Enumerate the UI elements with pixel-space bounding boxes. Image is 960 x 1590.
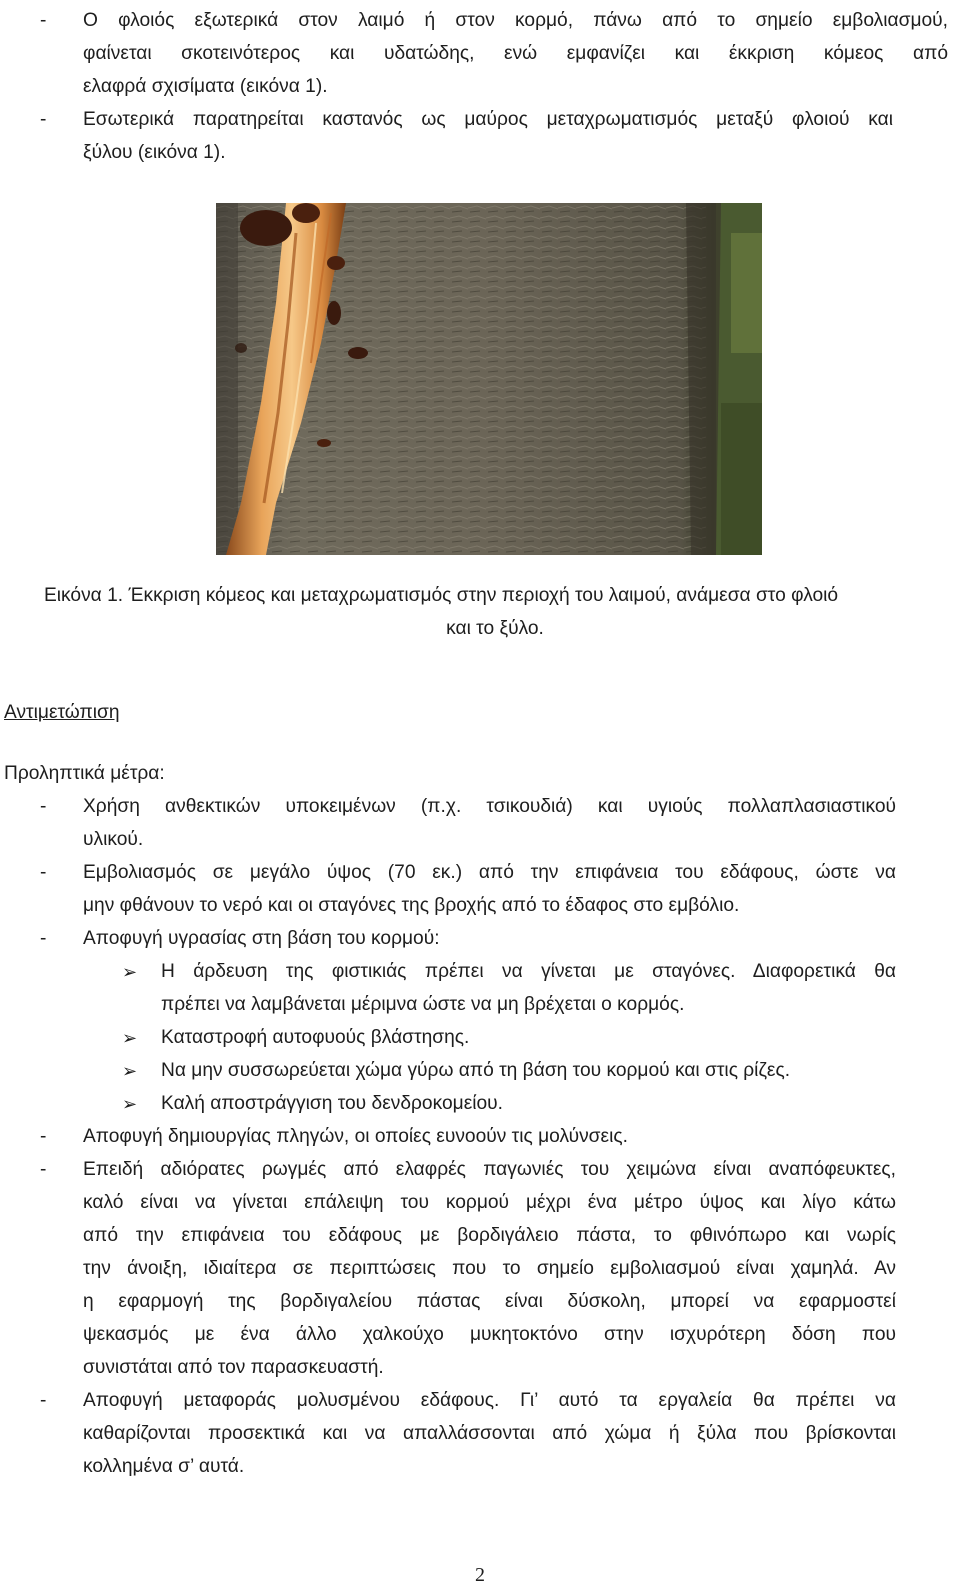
text-line: την άνοιξη, ιδιαίτερα σε περιπτώσεις που το σημείο εμβολιασμού είναι χαμηλά. Αν (83, 1258, 896, 1279)
arrow-bullet-icon: ➢ (122, 1028, 138, 1048)
text-line: ελαφρά σχισίματα (εικόνα 1). (83, 76, 328, 97)
text-line: Επειδή αδιόρατες ρωγμές από ελαφρές παγωνιές του χειμώνα είναι αναπόφευκτες, (83, 1159, 896, 1180)
text-line: Ο φλοιός εξωτερικά στον λαιμό ή στον κορμό, πάνω από το σημείο εμβολιασμού, (83, 10, 948, 31)
measures-label: Προληπτικά μέτρα: (4, 763, 165, 784)
bullet-dash: - (40, 862, 47, 883)
bullet-dash: - (40, 796, 47, 817)
bullet-dash: - (40, 928, 47, 949)
text-line: Εμβολιασμός σε μεγάλο ύψος (70 εκ.) από την επιφάνεια του εδάφους, ώστε να (83, 862, 896, 883)
text-line: κολλημένα σ’ αυτά. (83, 1456, 245, 1477)
text-line: μην φθάνουν το νερό και οι σταγόνες της βροχής από το έδαφος στο εμβόλιο. (83, 895, 740, 916)
text-line: Καλή αποστράγγιση του δενδροκομείου. (161, 1093, 504, 1114)
text-line: υλικού. (83, 829, 144, 850)
text-line: ψεκασμός με ένα άλλο χαλκούχο μυκητοκτόνο στην ισχυρότερη δόση που (83, 1324, 896, 1345)
text-line: από την επιφάνεια του εδάφους με βορδιγάλειο πάστα, το φθινόπωρο και νωρίς (83, 1225, 896, 1246)
arrow-bullet-icon: ➢ (122, 1094, 138, 1114)
text-line: Αποφυγή υγρασίας στη βάση του κορμού: (83, 928, 440, 949)
bullet-dash: - (40, 1390, 47, 1411)
tree-trunk-photo (216, 203, 762, 555)
bullet-dash: - (40, 10, 47, 31)
text-line: Αποφυγή δημιουργίας πληγών, οι οποίες ευνοούν τις μολύνσεις. (83, 1126, 628, 1147)
arrow-bullet-icon: ➢ (122, 1061, 138, 1081)
text-line: συνιστάται από τον παρασκευαστή. (83, 1357, 384, 1378)
bullet-dash: - (40, 1159, 47, 1180)
text-line: φαίνεται σκοτεινότερος και υδατώδης, ενώ εμφανίζει και έκκριση κόμεος από (83, 43, 948, 64)
text-line: Καταστροφή αυτοφυούς βλάστησης. (161, 1027, 470, 1048)
text-line: Αποφυγή μεταφοράς μολυσμένου εδάφους. Γι’ αυτό τα εργαλεία θα πρέπει να (83, 1390, 896, 1411)
text-line: η εφαρμογή της βορδιγαλείου πάστας είναι δύσκολη, μπορεί να εφαρμοστεί (83, 1291, 896, 1312)
text-line: Εσωτερικά παρατηρείται καστανός ως μαύρος μεταχρωματισμός μεταξύ φλοιού και (83, 109, 893, 130)
text-line: καθαρίζονται προσεκτικά και να απαλλάσσονται από χώμα ή ξύλα που βρίσκονται (83, 1423, 896, 1444)
page-number: 2 (475, 1564, 485, 1586)
text-line: Η άρδευση της φιστικιάς πρέπει να γίνεται με σταγόνες. Διαφορετικά θα (161, 961, 896, 982)
arrow-bullet-icon: ➢ (122, 962, 138, 982)
bullet-dash: - (40, 109, 47, 130)
figure-caption: Εικόνα 1. Έκκριση κόμεος και μεταχρωματισμός στην περιοχή του λαιμού, ανάμεσα στο φλοιό (44, 585, 839, 606)
text-line: καλό είναι να γίνεται επάλειψη του κορμού μέχρι ένα μέτρο ύψος και λίγο κάτω (83, 1192, 896, 1213)
text-line: ξύλου (εικόνα 1). (83, 142, 226, 163)
text-line: Να μην συσσωρεύεται χώμα γύρω από τη βάση του κορμού και στις ρίζες. (161, 1060, 791, 1081)
figure-caption: και το ξύλο. (446, 618, 544, 639)
text-line: πρέπει να λαμβάνεται μέριμνα ώστε να μη βρέχεται ο κορμός. (161, 994, 685, 1015)
section-heading: Αντιμετώπιση (4, 702, 120, 723)
bullet-dash: - (40, 1126, 47, 1147)
text-line: Χρήση ανθεκτικών υποκειμένων (π.χ. τσικουδιά) και υγιούς πολλαπλασιαστικού (83, 796, 896, 817)
